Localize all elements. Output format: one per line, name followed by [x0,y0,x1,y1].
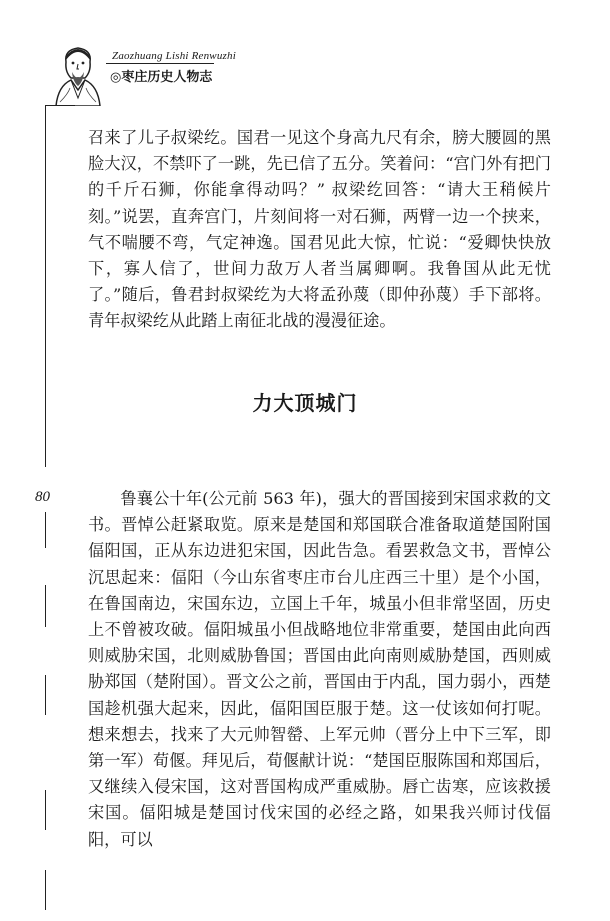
margin-rule-segment-1 [45,512,46,548]
body-paragraph: 召来了儿子叔梁纥。国君一见这个身高九尺有余，膀大腰圆的黑脸大汉，不禁吓了一跳，先已信了五分。笑着问：“宫门外有把门的千斤石狮，你能拿得动吗？” 叔梁纥回答：“请大王稍候片刻。”说罢，直奔宫门，片刻间将一对石狮，两臂一边一个挟来，气不喘腰不弯，气定神逸。国君见此大惊，忙说：“爱卿快快放下，寡人信了，世间力敌万人者当属卿啊。我鲁国从此无忧了。”随后，鲁君封叔梁纥为大将孟孙蔑（即仲孙蔑）手下部将。青年叔梁纥从此踏上南征北战的漫漫征途。 [88,128,551,331]
margin-rule-segment-5 [45,870,46,910]
header-left-rule [45,105,75,106]
header-rule [106,63,214,64]
header-latin-title: Zaozhuang Lishi Renwuzhi [112,50,236,62]
body-paragraph: 鲁襄公十年(公元前 563 年)，强大的晋国接到宋国求救的文书。晋悼公赶紧取览。原来是楚国和郑国联合准备取道楚国附国偪阳国，正从东边进犯宋国，因此告急。看罢救急文书，晋悼公沉思起来：偪阳（今山东省枣庄市台儿庄西三十里）是个小国，在鲁国南边，宋国东边，立国上千年，城虽小但非常坚固，历史上不曾被攻破。偪阳城虽小但战略地位非常重要，楚国由此向西则威胁宋国，北则威胁鲁国；晋国由此向南则威胁楚国，西则威胁郑国（楚附国）。晋文公之前，晋国由于内乱，国力弱小，西楚国趁机强大起来，因此，偪阳国臣服于楚。这一仗该如何打呢。想来想去，找来了大元帅智罃、上军元帅（晋分上中下三军，即第一军）荀偃。拜见后，荀偃献计说：“楚国臣服陈国和郑国后，又继续入侵宋国，这对晋国构成严重威胁。唇亡齿寒，应该救援宋国。偪阳城是楚国讨伐宋国的必经之路，如果我兴师讨伐偪阳，可以 [88,489,551,849]
section-title: 力大顶城门 [252,391,358,415]
page-header [0,0,610,110]
margin-rule-segment-4 [45,790,46,830]
header-chinese-title: ◎枣庄历史人物志 [110,70,213,85]
margin-rule-segment-3 [45,675,46,715]
page-number: 80 [35,489,50,505]
historical-figure-portrait-icon [50,42,106,106]
margin-rule-segment-2 [45,585,46,627]
